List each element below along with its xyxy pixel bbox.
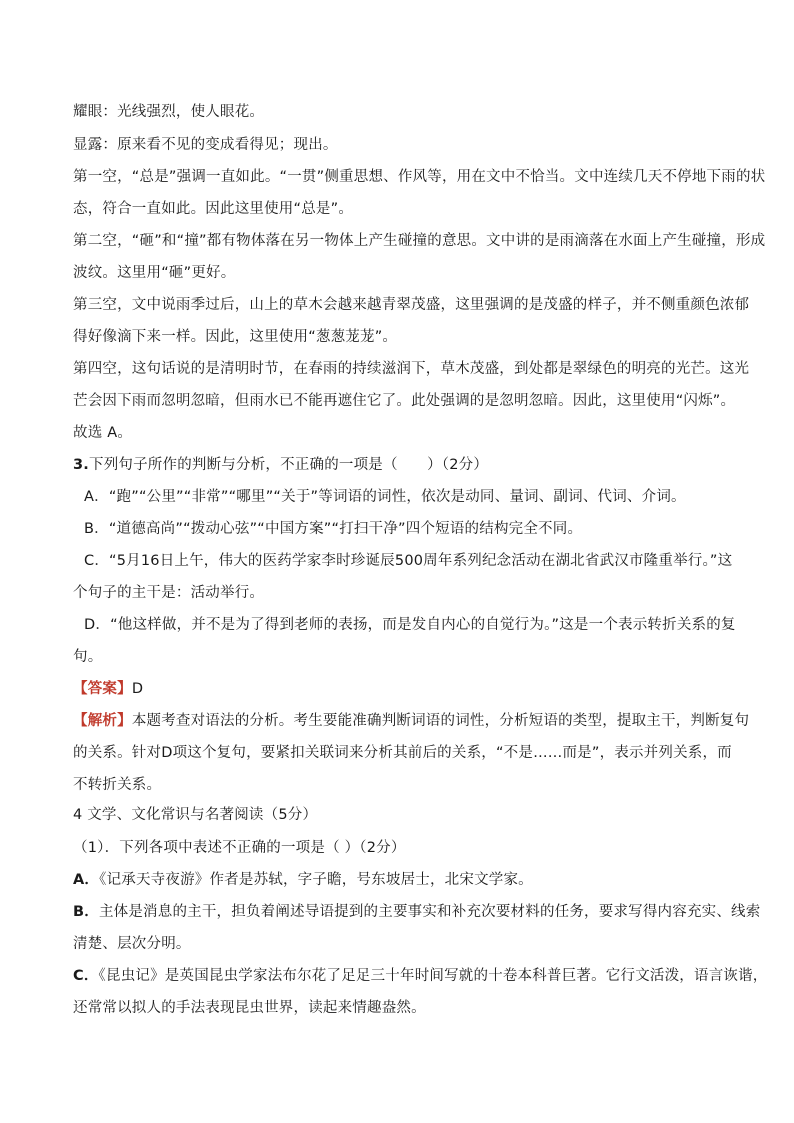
- q4-option-c-label: C．: [73, 968, 99, 984]
- question-3-number: 3.: [73, 457, 89, 473]
- q4-option-c-line-1: [73, 966, 768, 986]
- q3-option-d-line-2: 句。: [73, 649, 103, 665]
- explanation-line-2: 显露：原来看不见的变成看得见；现出。: [73, 137, 338, 153]
- q4-option-a-label: A．: [73, 872, 100, 888]
- q3-analysis-line-1: [73, 711, 750, 731]
- q4-option-b-text: 主体是消息的主干，担负着阐述导语提到的主要事实和补充次要材料的任务，要求写得内容充实、线索: [98, 904, 761, 920]
- question-3-text: 下列句子所作的判断与分析，不正确的一项是（ ）（2分）: [89, 457, 489, 473]
- explanation-line-7: 第三空，文中说雨季过后，山上的草木会越来越青翠茂盛，这里强调的是茂盛的样子，并不侧重颜色浓郁: [73, 297, 750, 313]
- explanation-line-1: 耀眼：光线强烈，使人眼花。: [73, 104, 265, 120]
- analysis-tag: 【解析】: [73, 713, 132, 729]
- q4-option-b-line-1: [73, 902, 761, 922]
- q4-option-c-line-2: 还常常以拟人的手法表现昆虫世界，读起来情趣盎然。: [73, 1000, 426, 1016]
- q4-option-b-label: B．: [73, 904, 99, 920]
- question-4-title: 4 文学、文化常识与名著阅读（5分）: [73, 807, 318, 823]
- explanation-line-5: 第二空，“砸”和“撞”都有物体落在另一物体上产生碰撞的意思。文中讲的是雨滴落在水面上产生碰撞，形成: [73, 233, 766, 249]
- q3-analysis-line-2: 的关系。针对D项这个复句，要紧扣关联词来分析其前后的关系，“不是……而是”，表示并列关系，而: [73, 745, 732, 761]
- question-3-stem: [73, 455, 734, 475]
- q3-option-a: A．“跑”“公里”“非常”“哪里”“关于”等词语的词性，依次是动同、量词、副词、代词、介词。: [84, 489, 686, 505]
- q3-option-c-line-1: C．“5月16日上午，伟大的医药学家李时珍诞辰500周年系列纪念活动在湖北省武汉市隆重举行。”这: [84, 553, 733, 569]
- explanation-line-3: 第一空，“总是”强调一直如此。“一贯”侧重思想、作风等，用在文中不恰当。文中连续几天不停地下雨的状: [73, 169, 766, 185]
- explanation-line-9: 第四空，这句话说的是清明时节，在春雨的持续滋润下，草木茂盛，到处都是翠绿色的明亮的光芒。这光: [73, 361, 750, 377]
- q3-answer: [73, 679, 734, 699]
- analysis-text-1: 本题考查对语法的分析。考生要能准确判断词语的词性，分析短语的类型，提取主干，判断复句: [131, 713, 750, 729]
- q4-option-a: [73, 870, 734, 890]
- explanation-line-8: 得好像滴下来一样。因此，这里使用“葱葱茏茏”。: [73, 329, 398, 345]
- explanation-line-10: 芒会因下雨而忽明忽暗，但雨水已不能再遮住它了。此处强调的是忽明忽暗。因此，这里使用“闪烁”。: [73, 393, 736, 409]
- question-4-sub: （1）．下列各项中表述不正确的一项是（ ）（2分）: [73, 840, 406, 856]
- explanation-line-11: 故选 A。: [73, 425, 133, 441]
- q4-option-c-text: 《昆虫记》是英国昆虫学家法布尔花了足足三十年时间写就的十卷本科普巨著。它行文活泼，语言诙谐，: [98, 968, 768, 984]
- explanation-line-4: 态，符合一直如此。因此这里使用“总是”。: [73, 201, 354, 217]
- q3-option-d-line-1: D．“他这样做，并不是为了得到老师的表扬，而是发自内心的自觉行为。”这是一个表示转折关系的复: [84, 617, 736, 633]
- answer-value: D: [131, 681, 144, 697]
- q4-option-b-line-2: 清楚、层次分明。: [73, 936, 191, 952]
- q3-analysis-line-3: 不转折关系。: [73, 777, 162, 793]
- q3-option-b: B．“道德高尚”“拨动心弦”“中国方案”“打扫干净”四个短语的结构完全不同。: [84, 521, 583, 537]
- q4-option-a-text: 《记承天寺夜游》作者是苏轼，字子瞻，号东坡居士，北宋文学家。: [99, 872, 533, 888]
- answer-tag: 【答案】: [73, 681, 132, 697]
- q3-option-c-line-2: 个句子的主干是：活动举行。: [73, 585, 265, 601]
- explanation-line-6: 波纹。这里用“砸”更好。: [73, 265, 236, 281]
